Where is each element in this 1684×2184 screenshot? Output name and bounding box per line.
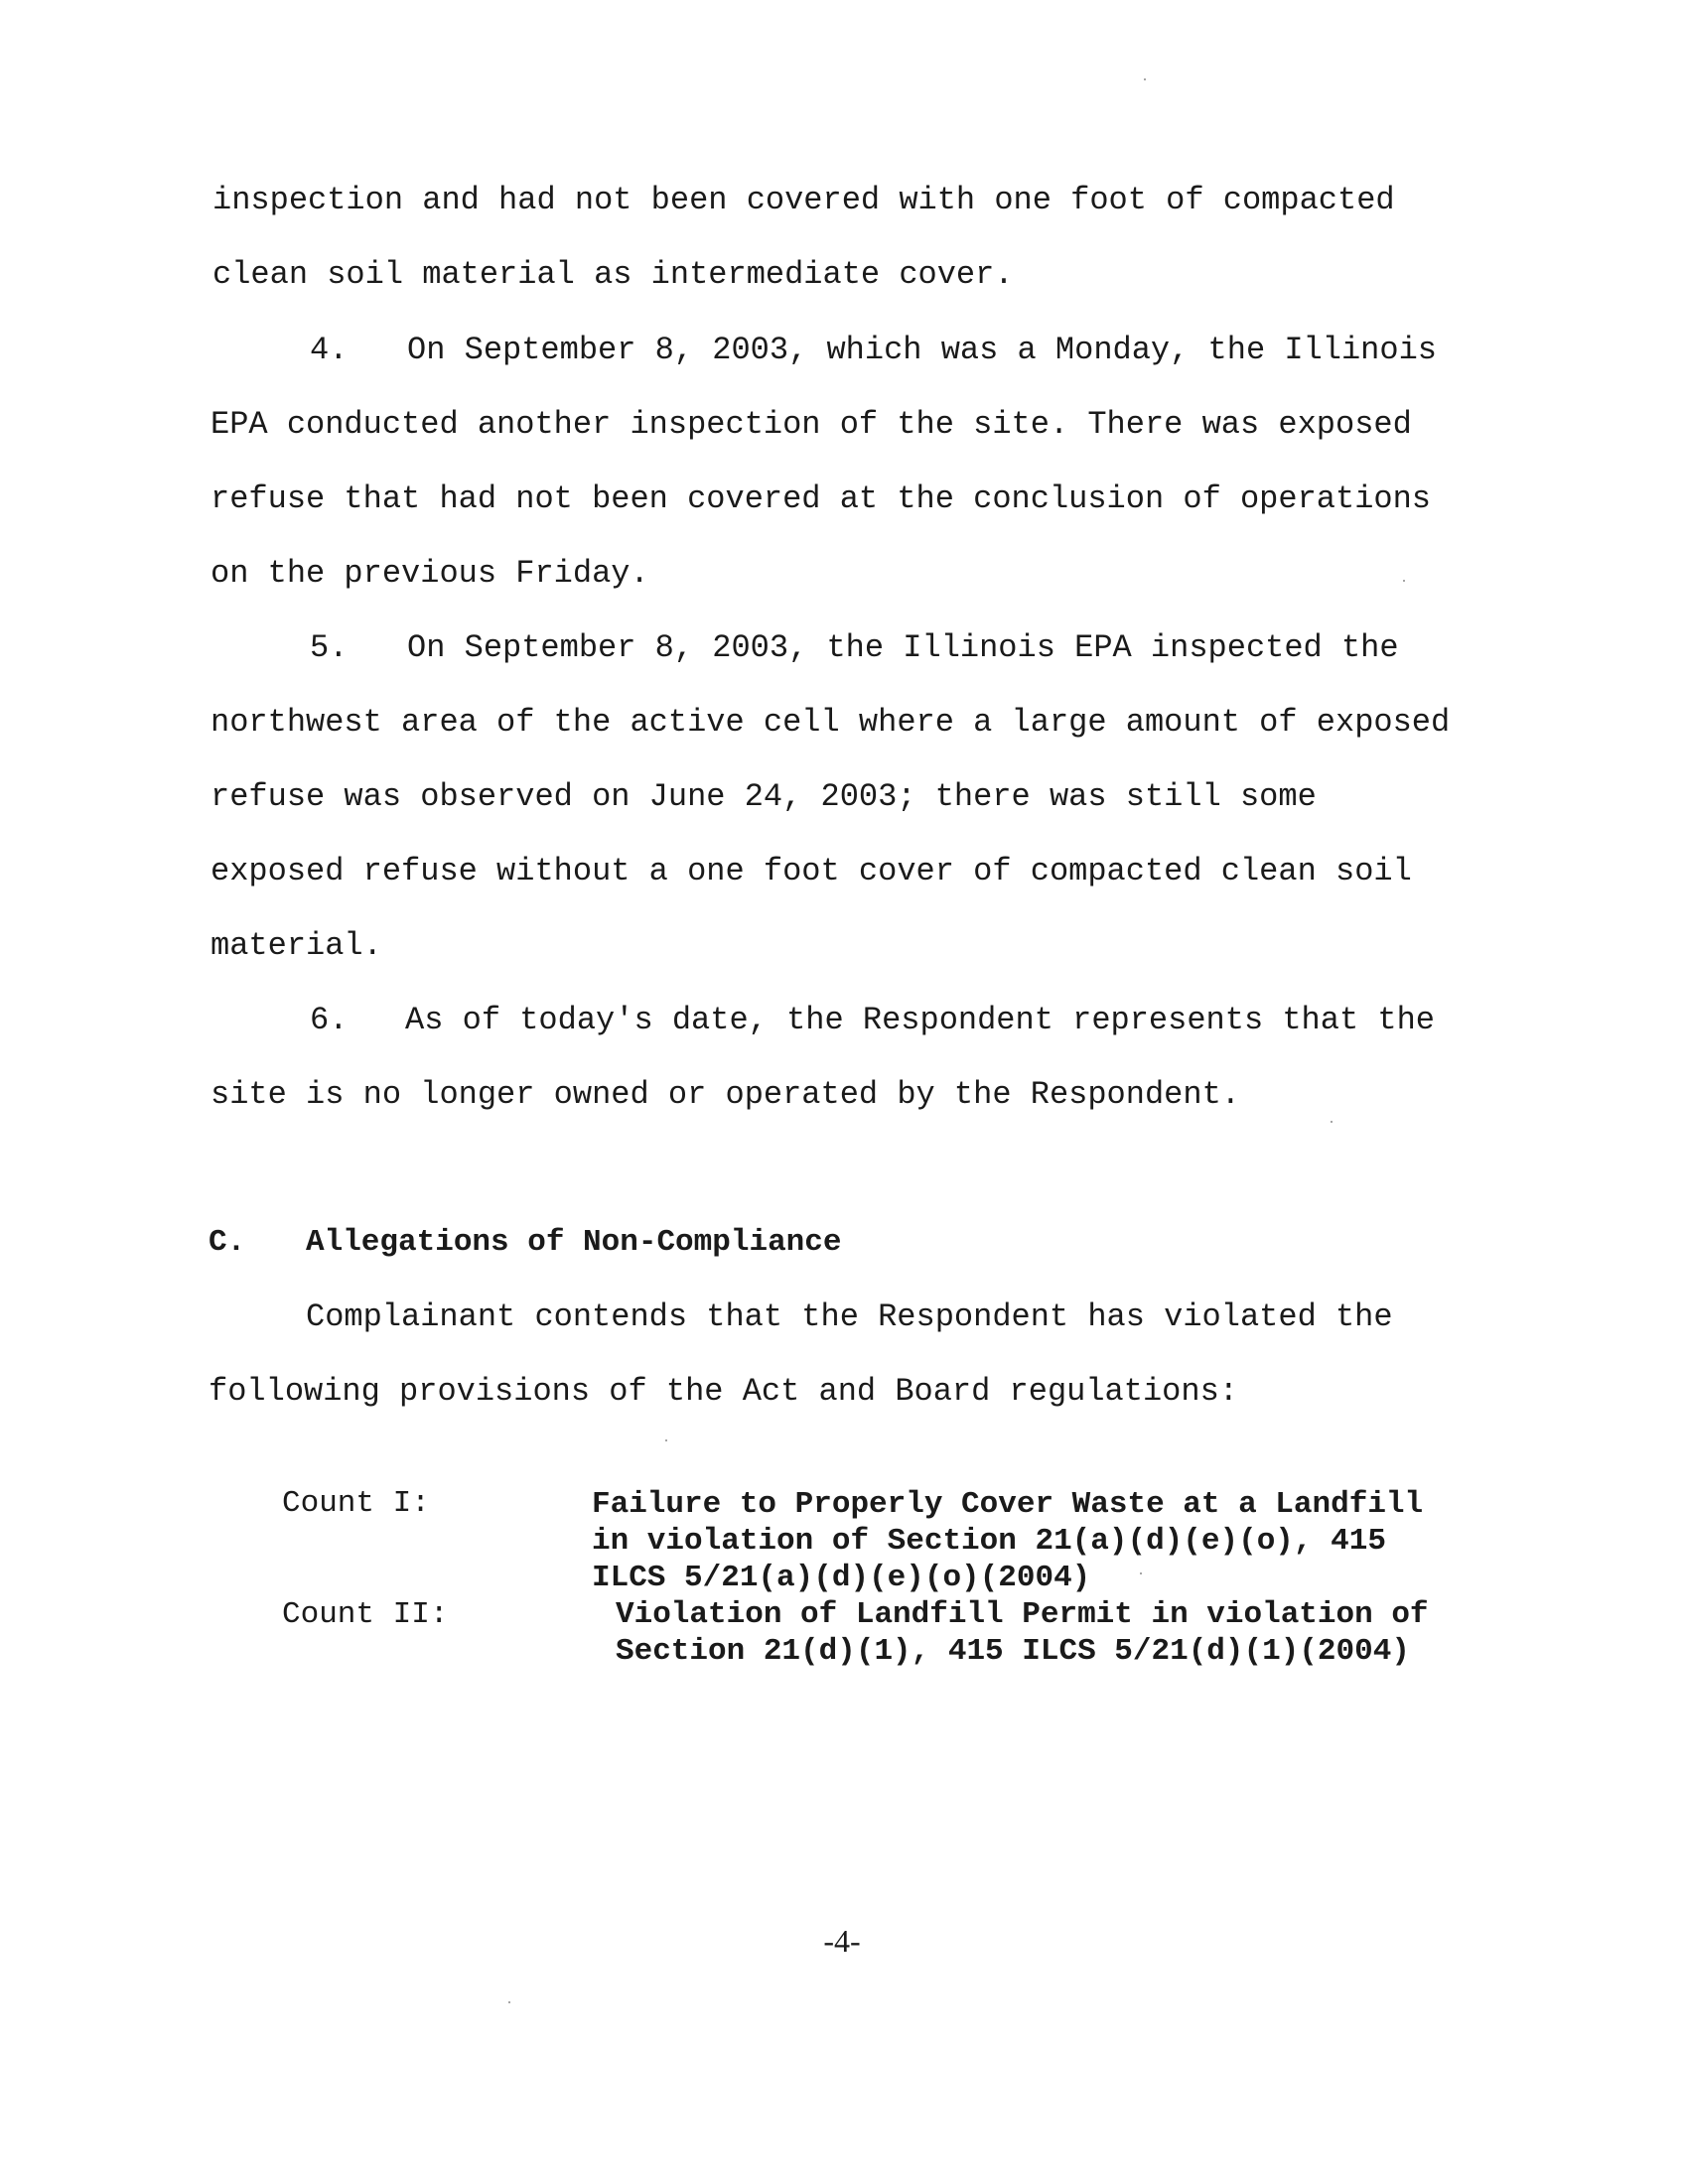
paragraph-line: EPA conducted another inspection of the site. There was exposed xyxy=(210,406,1412,443)
count-description: in violation of Section 21(a)(d)(e)(o), 415 xyxy=(592,1524,1386,1559)
paragraph-line: following provisions of the Act and Board regulations: xyxy=(209,1373,1238,1410)
section-title: Allegations of Non-Compliance xyxy=(306,1225,842,1260)
section-letter: C. xyxy=(209,1225,246,1260)
scan-speck xyxy=(1331,1121,1333,1123)
scan-speck xyxy=(1403,580,1405,582)
paragraph-line: exposed refuse without a one foot cover of compacted clean soil xyxy=(210,853,1412,889)
scan-speck xyxy=(665,1439,667,1441)
scan-speck xyxy=(508,2001,510,2003)
paragraph-number: 6. xyxy=(310,1002,349,1038)
count-label: Count II: xyxy=(282,1597,449,1632)
paragraph-line: On September 8, 2003, which was a Monday, the Illinois xyxy=(407,332,1437,368)
paragraph-line: refuse was observed on June 24, 2003; there was still some xyxy=(210,778,1317,815)
count-description: ILCS 5/21(a)(d)(e)(o)(2004) xyxy=(592,1561,1091,1595)
scan-speck xyxy=(1144,78,1146,80)
paragraph-line: As of today's date, the Respondent represents that the xyxy=(405,1002,1435,1038)
count-description: Failure to Properly Cover Waste at a Landfill xyxy=(592,1487,1424,1522)
count-label: Count I: xyxy=(282,1486,430,1521)
scan-speck xyxy=(1140,1572,1142,1574)
page-number: -4- xyxy=(823,1923,861,1959)
paragraph-line: site is no longer owned or operated by the Respondent. xyxy=(210,1076,1240,1113)
paragraph-line: clean soil material as intermediate cover. xyxy=(212,256,1014,293)
paragraph-number: 5. xyxy=(310,629,349,666)
paragraph-line: northwest area of the active cell where a large amount of exposed xyxy=(210,704,1451,741)
paragraph-line: Complainant contends that the Respondent has violated the xyxy=(306,1298,1393,1335)
paragraph-line: On September 8, 2003, the Illinois EPA inspected the xyxy=(407,629,1399,666)
paragraph-line: material. xyxy=(210,927,382,964)
paragraph-line: on the previous Friday. xyxy=(210,555,649,592)
count-description: Violation of Landfill Permit in violation of xyxy=(616,1597,1429,1632)
count-description: Section 21(d)(1), 415 ILCS 5/21(d)(1)(2004) xyxy=(616,1634,1410,1669)
paragraph-line: inspection and had not been covered with one foot of compacted xyxy=(212,182,1395,218)
paragraph-line: refuse that had not been covered at the conclusion of operations xyxy=(210,480,1431,517)
paragraph-number: 4. xyxy=(310,332,349,368)
